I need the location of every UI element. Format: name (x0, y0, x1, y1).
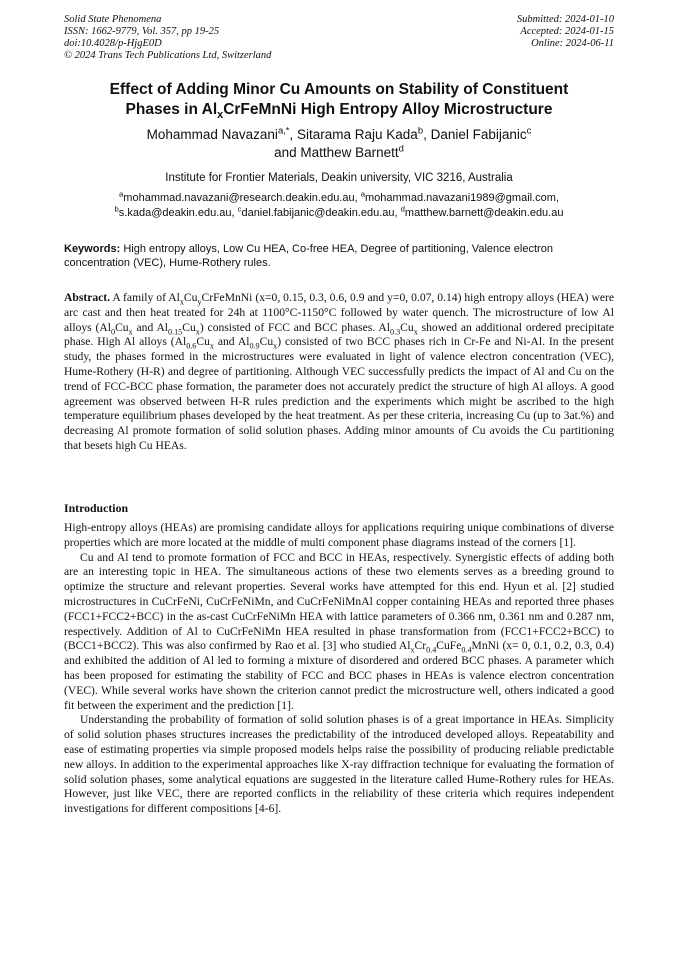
keywords-label: Keywords: (64, 243, 121, 255)
emails-line-2 (60, 206, 618, 221)
paper-title (60, 80, 618, 120)
abstract-text: CrFeMnNi (x=0, 0.15, 0.3, 0.6, 0.9 and y=0, 0.07, 0.14) high entropy alloys (HEA) were arc cast and then heat treated for 24h at 1100°C-1150°C followed by water quench. The microstructure of low Al alloys (Al (64, 291, 614, 334)
title-text: Phases in Al (125, 101, 218, 118)
abstract-text: Cu (259, 335, 274, 349)
abstract-text: Cu (115, 320, 129, 334)
date-submitted: Submitted: 2024-01-10 (516, 14, 614, 25)
section-heading: Introduction (64, 501, 129, 515)
journal-copyright: © 2024 Trans Tech Publications Ltd, Switzerland (64, 50, 272, 61)
email-sup: a (119, 189, 124, 199)
abstract-sub: x (179, 297, 184, 307)
author-sup: d (398, 143, 404, 155)
author-name: and Matthew Barnett (274, 145, 399, 160)
abstract-text: Cu (183, 291, 198, 304)
paragraph-text: Cr (414, 639, 427, 653)
email-sup: b (114, 204, 119, 214)
journal-name: Solid State Phenomena (64, 14, 162, 25)
author-sup: b (417, 125, 424, 137)
authors-line-1: Mohammad Navazani$^{a,*}$, Sitarama Raju Kada$^b$, Daniel Fabijanic$^c$ (146, 125, 532, 142)
abstract-sub: x (128, 326, 133, 336)
abstract-sub: x (273, 341, 278, 351)
email-link[interactable]: matthew.barnett@deakin.edu.au (404, 207, 564, 219)
abstract-sub: x (195, 326, 200, 336)
abstract-text: showed an additional ordered precipitate phase. High Al alloys (Al (64, 320, 615, 349)
abstract-text: Cu (182, 320, 196, 334)
author-name: Sitarama Raju Kada (297, 127, 418, 142)
abstract-sub: 0.15 (168, 326, 183, 336)
abstract-text: ) consisted of FCC and BCC phases. Al (199, 320, 391, 334)
title-text: CrFeMnNi High Entropy Alloy Microstructure (223, 101, 553, 118)
paragraph: High-entropy alloys (HEAs) are promising candidate alloys for applications requiring unique combinations of diverse properties which are more located at the middle of multi component phase diagrams instead of the corners [1]. (64, 521, 614, 549)
paragraph-sub: x (410, 645, 415, 655)
abstract-sub: x (413, 326, 418, 336)
abstract-label: Abstract. (64, 291, 111, 304)
paragraph-text: CuFe (436, 639, 462, 653)
email-sup: d (400, 204, 405, 214)
author-sup: c (526, 125, 532, 137)
abstract-text: and Al (213, 335, 250, 349)
abstract-text: Cu (196, 335, 210, 349)
abstract-sub: 0.9 (249, 341, 260, 351)
abstract-sub: 0.3 (390, 326, 401, 336)
emails-line-1 (60, 191, 618, 206)
introduction-body (64, 521, 614, 817)
abstract-text: Cu (400, 320, 414, 334)
abstract-sub: 0 (111, 326, 116, 336)
abstract-text: A family of Al (112, 291, 180, 304)
keywords (64, 242, 614, 270)
abstract-text: and Al (132, 320, 169, 334)
journal-issn: ISSN: 1662-9779, Vol. 357, pp 19-25 (64, 26, 220, 37)
abstract-sub: y (197, 297, 202, 307)
title-line-2 (60, 100, 618, 120)
author-list (60, 126, 618, 162)
abstract (64, 291, 614, 454)
email-list (60, 191, 618, 221)
keywords-text: High entropy alloys, Low Cu HEA, Co-free HEA, Degree of partitioning, Valence electron concentration (VEC), Hume-Rothery rules. (64, 243, 553, 269)
email-sup: a (360, 189, 365, 199)
authors-line-2 (60, 144, 618, 162)
author-sup: a,* (277, 125, 290, 137)
abstract-sub: x (209, 341, 214, 351)
date-accepted: Accepted: 2024-01-15 (520, 26, 614, 37)
title-subscript: x (217, 109, 224, 122)
journal-info (64, 14, 384, 62)
author-name: Mohammad Navazani (146, 127, 278, 142)
paragraph: Understanding the probability of formation of solid solution phases is of a great importance in HEAs. Simplicity of solid solution phases structures increases the predictability of the introduced developed alloys. Repeatability and ease of estimating properties via simple proposed models helps raise the possibility of producing reliable predictable new alloys. In addition to the experimental approaches like X-ray diffraction technique for evaluating the formation of solid solution phases, some analytical equations are suggested in the literature called Hume-Rothery rules for HEAs. However, just like VEC, there are reported conflicts in the reliability of these criteria which requires independent investigations for different compositions [4-6]. (64, 713, 614, 816)
paragraph-text: MnNi (x= 0, 0.1, 0.2, 0.3, 0.4) and exhibited the addition of Al led to forming a mixture of disordered and ordered BCC phases. A parameter which has been proposed for estimating the stability of FCC and BCC phases in HEAs is valence electron concentration (VEC). While several works have shown the criterion cannot predict the microstructure well, others indicated a good fit between the experiment and the prediction [1]. (64, 639, 614, 712)
email-link[interactable]: s.kada@deakin.edu.au, (118, 207, 235, 219)
paragraph (64, 551, 614, 714)
paragraph-sub: 0.4 (426, 645, 437, 655)
author-name: Daniel Fabijanic (430, 127, 527, 142)
paragraph-text: Cu and Al tend to promote formation of FCC and BCC in HEAs, respectively. Synergistic effects of adding both are an interesting topic in HEA. The simultaneous actions of these two elements serves as a breeding ground to optimize the structure and relevant properties. Several works have attempted for this end. Hyun et al. [2] studied microstructures in CuCrFeNi, CuCrFeNiMn, and CuCrFeNiMnAl copper containing HEAs and reported three phases (FCC1+FCC2+BCC) in the as-cast CuCrFeNiMn HEA with lattice parameters of 0.366 nm, 0.361 nm and 0.287 nm, respectively. Addition of Al to CuCrFeNiMn HEA resulted in phase transformation from (FCC1+FCC2+BCC) to (BCC1+BCC2). This was also confirmed by Rao et al. [3] who studied Al (64, 550, 614, 653)
email-link[interactable]: mohammad.navazani1989@gmail.com, (365, 192, 559, 204)
affiliation: Institute for Frontier Materials, Deakin university, VIC 3216, Australia (165, 172, 513, 184)
title-line-1: Effect of Adding Minor Cu Amounts on Stability of Constituent (109, 81, 569, 98)
journal-doi: doi:10.4028/p-HjgE0D (64, 38, 162, 49)
abstract-text: ) consisted of two BCC phases rich in Cr-Fe and Ni-Al. In the present study, the phases formed in the microstructures were evaluated in light of valence electron concentration (VEC), Hume-Rothery (H-R) and degree of partitioning. Although VEC successfully predicts the impact of Al and Cu on the trend of FCC-BCC phase formation, the parameter does not accurately predict the structure of high Al alloys. A good agreement was observed between H-R rules prediction and the experiments which might be ascribed to the high temperature equilibrium phases developed by the heat treatment. As per these criteria, increasing Cu (up to 3at.%) and decreasing Al promote formation of solid solution phases. Adding minor amounts of Cu avoids the Cu partitioning that besets high Cu HEAs. (64, 335, 614, 452)
publication-dates (374, 14, 614, 50)
email-sup: c (237, 204, 242, 214)
date-online: Online: 2024-06-11 (531, 38, 614, 49)
email-link[interactable]: mohammad.navazani@research.deakin.edu.au, (123, 192, 358, 204)
abstract-sub: 0.6 (186, 341, 197, 351)
paragraph-sub: 0.4 (461, 645, 472, 655)
email-link[interactable]: daniel.fabijanic@deakin.edu.au, (241, 207, 398, 219)
